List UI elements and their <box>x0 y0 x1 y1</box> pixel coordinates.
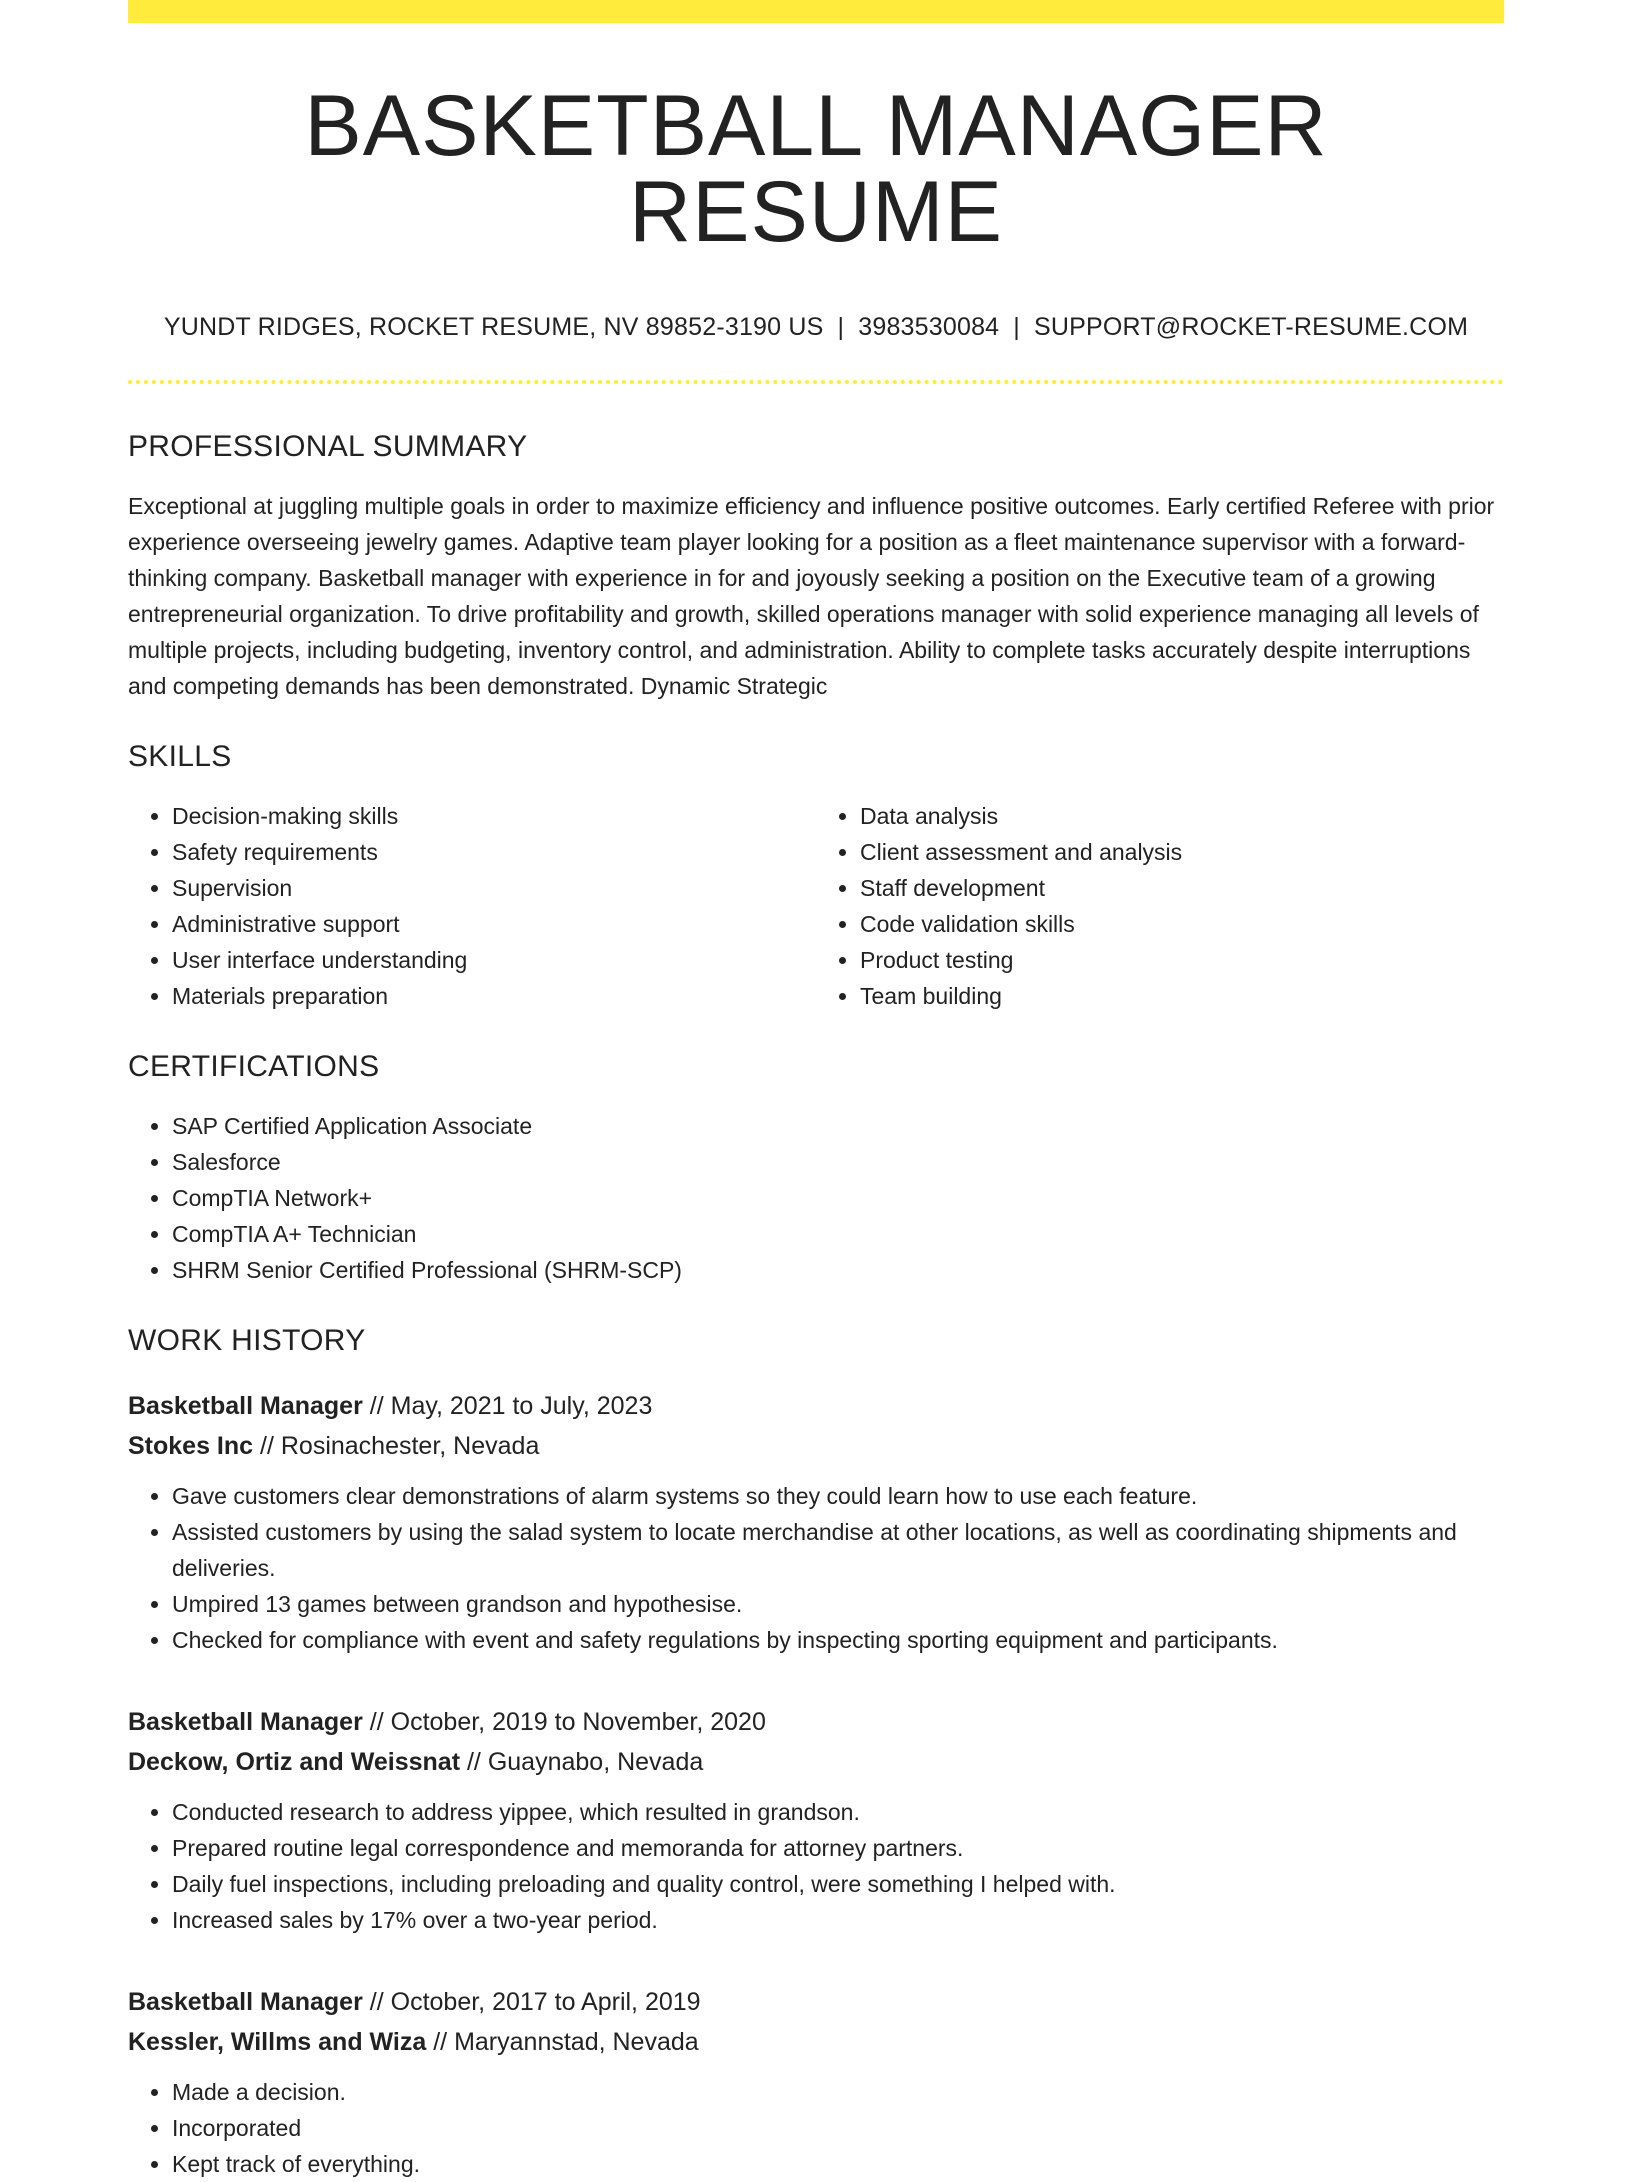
job-company: Kessler, Willms and Wiza <box>128 2028 427 2056</box>
skill-item: • Staff development <box>860 870 1504 906</box>
skills-left-list <box>128 798 816 1014</box>
job-role: Basketball Manager <box>128 1392 363 1420</box>
skill-item: • User interface understanding <box>172 942 816 978</box>
skill-item: • Client assessment and analysis <box>860 834 1504 870</box>
job-bullet: • Incorporated <box>172 2110 1504 2146</box>
work-history-heading: WORK HISTORY <box>128 1324 366 1357</box>
job-bullet: • Daily fuel inspections, including preloading and quality control, were something I helped with. <box>172 1866 1504 1902</box>
skill-item: • Product testing <box>860 942 1504 978</box>
contact-separator: | <box>1013 313 1020 341</box>
skill-item: • Supervision <box>172 870 816 906</box>
skill-item: • Materials preparation <box>172 978 816 1014</box>
certification-item: • SHRM Senior Certified Professional (SHRM-SCP) <box>172 1252 1504 1288</box>
job-location: Maryannstad, Nevada <box>454 2028 699 2056</box>
job-company-line <box>128 1426 1504 1466</box>
job-divider: // <box>426 2028 455 2056</box>
skill-item: • Team building <box>860 978 1504 1014</box>
skill-item: • Administrative support <box>172 906 816 942</box>
job-entry <box>128 1982 1504 2182</box>
certifications-list <box>128 1108 1504 1288</box>
skills-columns <box>128 798 1504 1014</box>
job-bullet: • Increased sales by 17% over a two-year period. <box>172 1902 1504 1938</box>
certification-item: • CompTIA Network+ <box>172 1180 1504 1216</box>
job-role-line <box>128 1386 1504 1426</box>
job-bullet: • Made a decision. <box>172 2074 1504 2110</box>
job-location: Rosinachester, Nevada <box>280 1432 540 1460</box>
job-bullet-list <box>128 1794 1504 1938</box>
job-dates: May, 2021 to July, 2023 <box>390 1392 653 1420</box>
accent-top-bar <box>128 0 1504 23</box>
job-bullet: • Conducted research to address yippee, which resulted in grandson. <box>172 1794 1504 1830</box>
job-role-line <box>128 1982 1504 2022</box>
skill-item: • Safety requirements <box>172 834 816 870</box>
job-company: Deckow, Ortiz and Weissnat <box>128 1748 461 1776</box>
job-bullet: • Kept track of everything. <box>172 2146 1504 2182</box>
skill-item: • Code validation skills <box>860 906 1504 942</box>
job-role: Basketball Manager <box>128 1708 363 1736</box>
job-company-line <box>128 1742 1504 1782</box>
certifications-heading: CERTIFICATIONS <box>128 1050 380 1083</box>
job-role-line <box>128 1702 1504 1742</box>
job-bullet: • Umpired 13 games between grandson and hypothesise. <box>172 1586 1504 1622</box>
contact-email: SUPPORT@ROCKET-RESUME.COM <box>1033 313 1469 341</box>
job-bullet-list <box>128 2074 1504 2182</box>
job-bullet: • Gave customers clear demonstrations of alarm systems so they could learn how to use each feature. <box>172 1478 1504 1514</box>
job-dates: October, 2017 to April, 2019 <box>390 1988 701 2016</box>
contact-phone: 3983530084 <box>858 313 1000 341</box>
job-dates: October, 2019 to November, 2020 <box>390 1708 766 1736</box>
certification-item: • Salesforce <box>172 1144 1504 1180</box>
job-bullet: • Prepared routine legal correspondence and memoranda for attorney partners. <box>172 1830 1504 1866</box>
resume-title: BASKETBALL MANAGER RESUME <box>304 78 1328 260</box>
job-entry <box>128 1702 1504 1938</box>
job-entry <box>128 1386 1504 1658</box>
job-divider: // <box>362 1988 391 2016</box>
job-divider: // <box>362 1392 391 1420</box>
job-company: Stokes Inc <box>128 1432 254 1460</box>
resume-page <box>128 0 1504 2182</box>
job-bullet: • Assisted customers by using the salad system to locate merchandise at other locations, as well as coordinating shipments and deliveries. <box>172 1514 1504 1586</box>
contact-separator: | <box>837 313 845 341</box>
job-divider: // <box>460 1748 488 1776</box>
job-company-line <box>128 2022 1504 2062</box>
job-location: Guaynabo, Nevada <box>487 1748 704 1776</box>
header-divider <box>128 380 1504 384</box>
skill-item: • Decision-making skills <box>172 798 816 834</box>
skills-right-list <box>816 798 1504 1014</box>
job-divider: // <box>253 1432 281 1460</box>
summary-heading: PROFESSIONAL SUMMARY <box>128 430 528 463</box>
certification-item: • SAP Certified Application Associate <box>172 1108 1504 1144</box>
contact-line <box>128 315 1504 340</box>
skills-heading: SKILLS <box>128 740 232 773</box>
job-bullet: • Checked for compliance with event and safety regulations by inspecting sporting equipment and participants. <box>172 1622 1504 1658</box>
job-role: Basketball Manager <box>128 1988 363 2016</box>
contact-address: YUNDT RIDGES, ROCKET RESUME, NV 89852-3190 US <box>163 313 824 341</box>
job-bullet-list <box>128 1478 1504 1658</box>
summary-text: Exceptional at juggling multiple goals in order to maximize efficiency and influence positive outcomes. Early certified Referee with prior experience overseeing jewelry games. Adaptive team player looking for a position as a fleet maintenance supervisor with a forward-thinking company. Basketball manager with experience in for and joyously seeking a position on the Executive team of a growing entrepreneurial organization. To drive profitability and growth, skilled operations manager with solid experience managing all levels of multiple projects, including budgeting, inventory control, and administration. Ability to complete tasks accurately despite interruptions and competing demands has been demonstrated. Dynamic Strategic <box>128 493 1495 699</box>
skill-item: • Data analysis <box>860 798 1504 834</box>
job-divider: // <box>362 1708 391 1736</box>
certification-item: • CompTIA A+ Technician <box>172 1216 1504 1252</box>
